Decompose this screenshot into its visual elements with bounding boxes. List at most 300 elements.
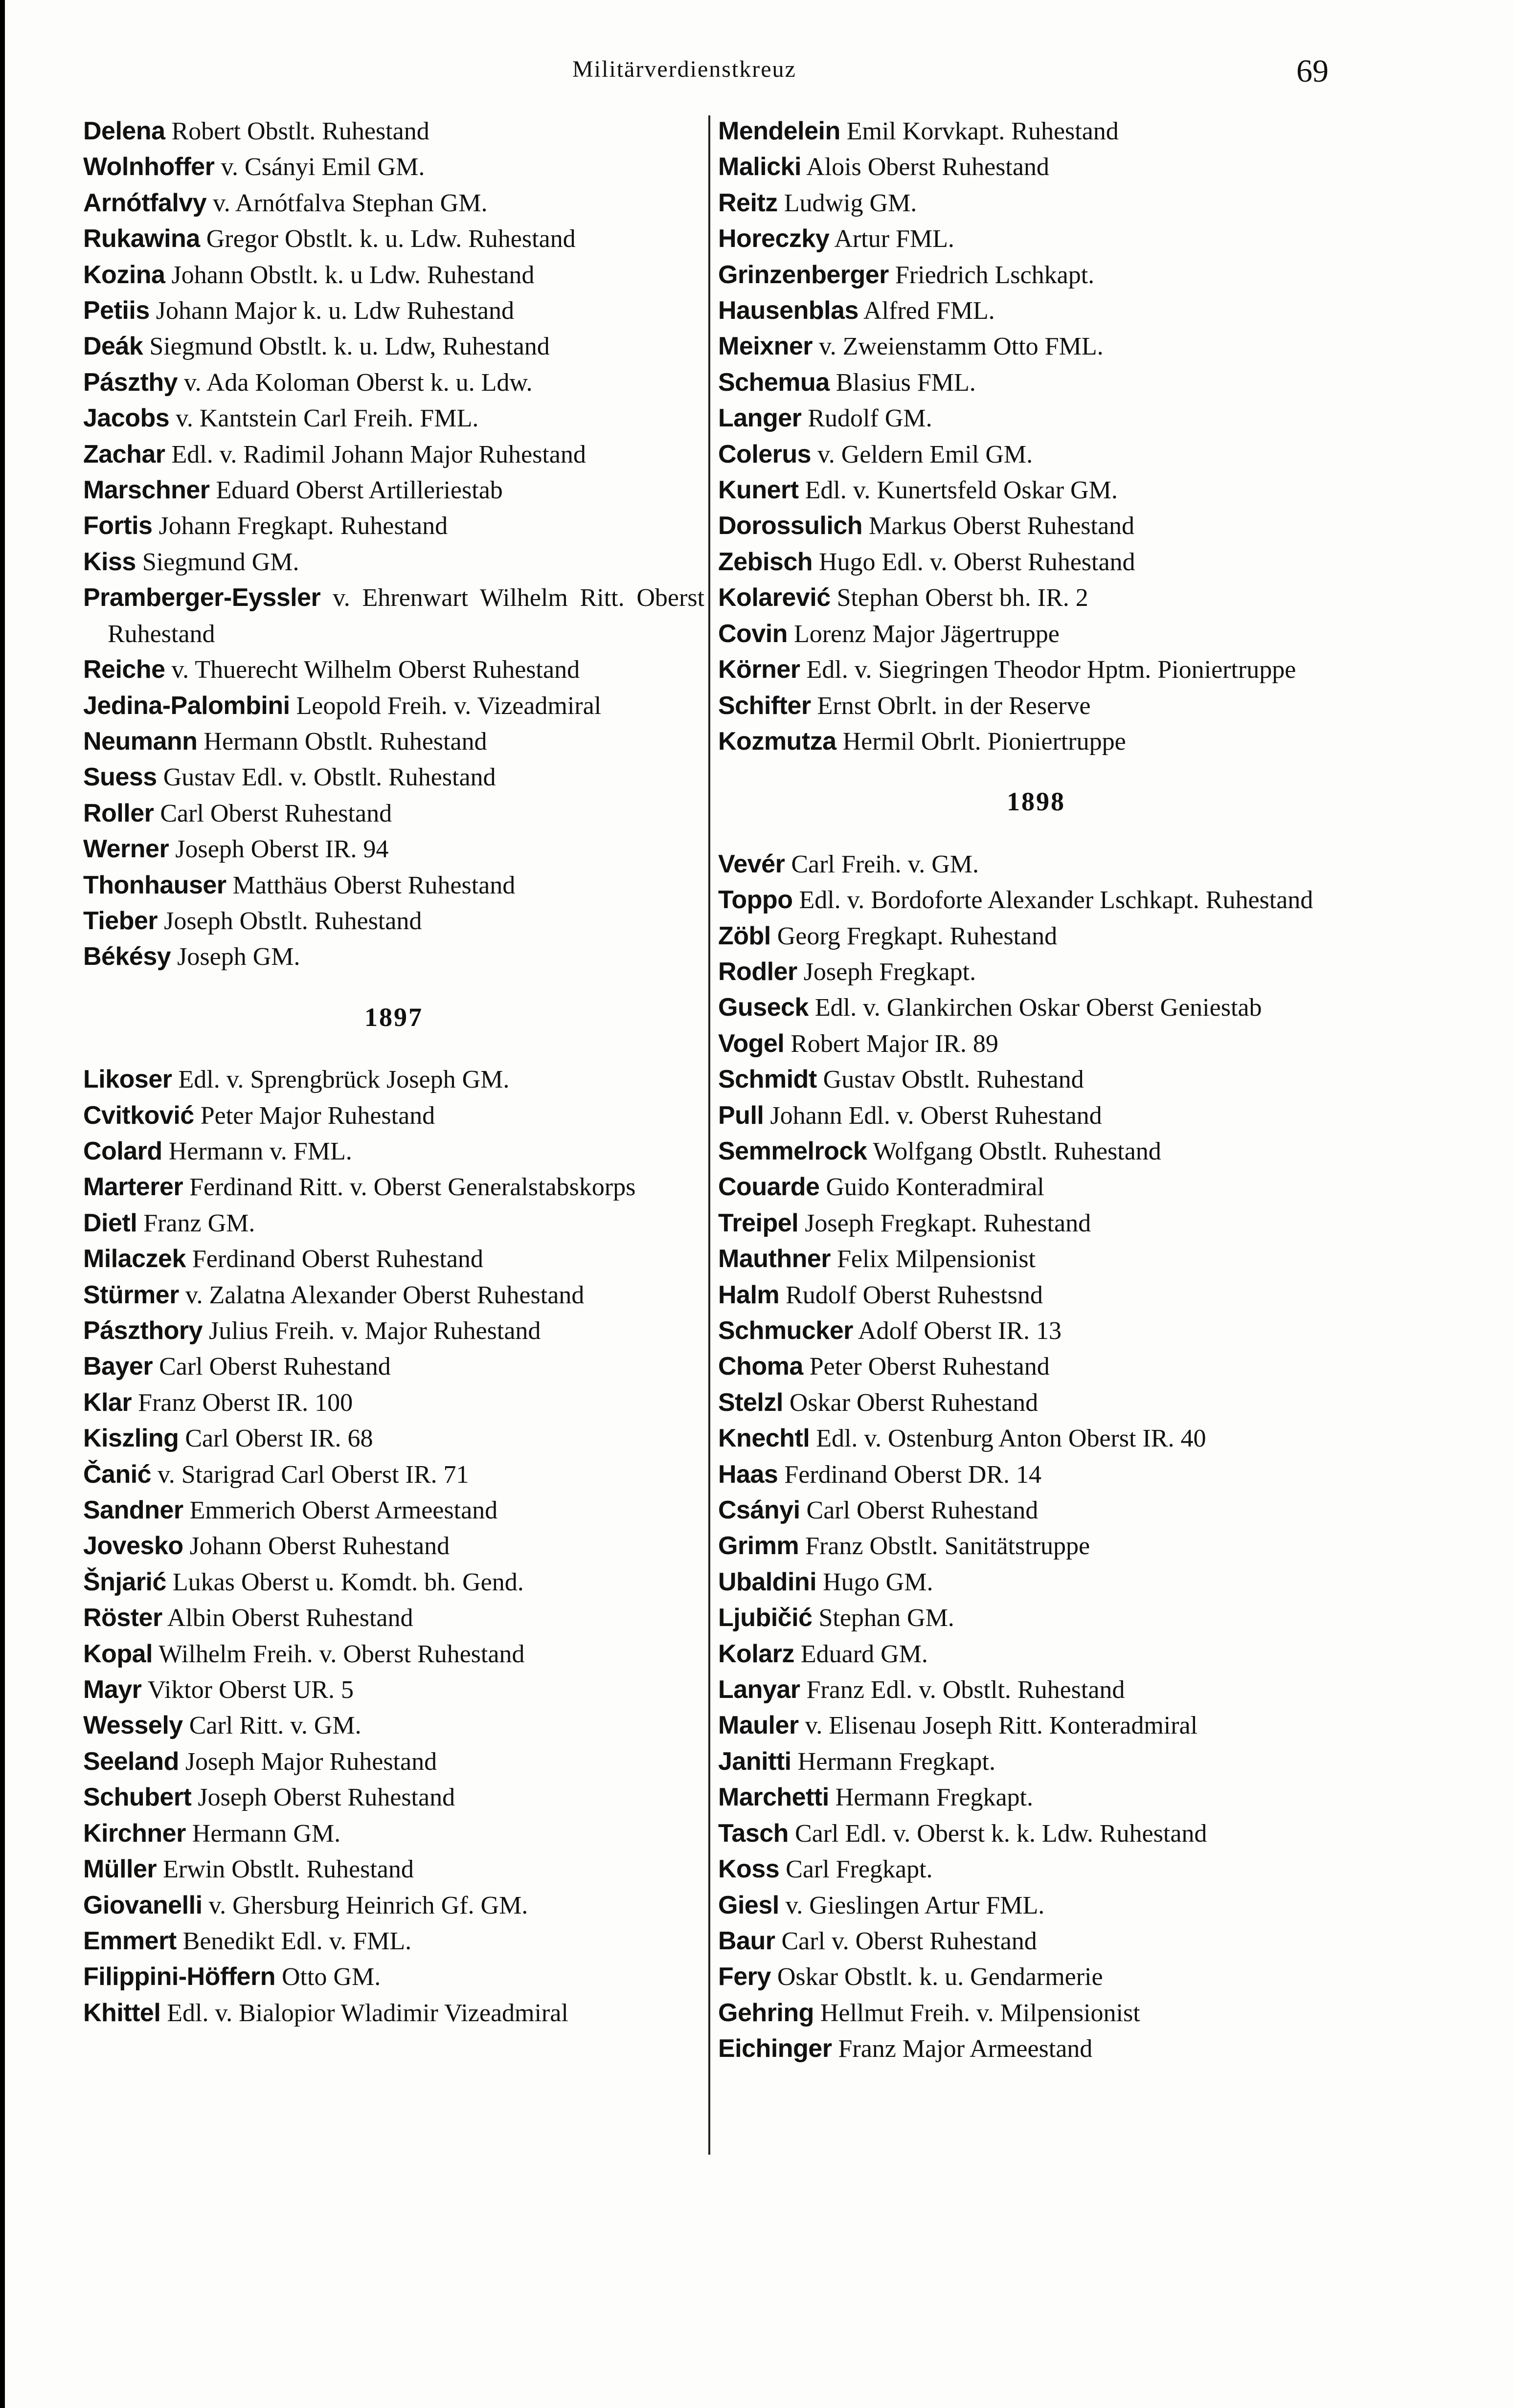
entry-surname: Marterer — [83, 1173, 183, 1202]
entry-surname: Toppo — [718, 886, 793, 914]
entry-surname: Bayer — [83, 1352, 153, 1381]
entry-surname: Marchetti — [718, 1783, 829, 1812]
list-item — [718, 221, 1354, 257]
entry-surname: Pászthory — [83, 1316, 203, 1345]
entry-surname: Klar — [83, 1388, 132, 1417]
entry-details: Rudolf Oberst Ruhestsnd — [786, 1281, 1043, 1309]
entry-details: Carl Oberst IR. 68 — [185, 1425, 373, 1453]
entry-surname: Pramberger-Eyssler — [83, 583, 321, 612]
list-item — [718, 1995, 1354, 2031]
entry-details: Edl. v. Radimil Johann Major Ruhestand — [171, 440, 586, 468]
entry-details: Eduard GM. — [800, 1640, 928, 1668]
list-item — [83, 472, 704, 508]
page-number: 69 — [1296, 53, 1329, 89]
list-item — [718, 185, 1354, 221]
entry-surname: Kirchner — [83, 1819, 186, 1848]
entry-details: Franz Obstlt. Sanitätstruppe — [805, 1532, 1090, 1561]
list-item — [83, 1457, 704, 1493]
entry-surname: Kiszling — [83, 1424, 179, 1453]
entry-surname: Šnjarić — [83, 1567, 166, 1596]
list-item — [718, 1421, 1354, 1456]
entry-surname: Jovesko — [83, 1532, 183, 1561]
entry-details: Albin Oberst Ruhestand — [167, 1604, 413, 1632]
list-item — [83, 365, 704, 401]
entry-surname: Zebisch — [718, 547, 813, 576]
entry-surname: Békésy — [83, 942, 171, 971]
entry-surname: Meixner — [718, 332, 813, 361]
entry-surname: Malicki — [718, 153, 801, 181]
list-item — [83, 257, 704, 293]
entry-details: Otto GM. — [281, 1963, 381, 1991]
list-item — [83, 1205, 704, 1241]
entry-surname: Kolarević — [718, 583, 831, 612]
list-item — [718, 1026, 1354, 1062]
entry-surname: Haas — [718, 1460, 778, 1489]
list-item — [83, 688, 704, 724]
list-item — [718, 1098, 1354, 1134]
list-item — [83, 185, 704, 221]
list-item — [718, 329, 1354, 364]
left-column — [83, 113, 704, 2031]
list-item — [83, 1564, 704, 1600]
entry-surname: Khittel — [83, 1998, 161, 2027]
entry-details: Viktor Oberst UR. 5 — [147, 1676, 354, 1704]
entry-details: Carl Oberst Ruhestand — [159, 1353, 391, 1381]
list-item — [718, 1959, 1354, 1995]
entry-details: Ferdinand Ritt. v. Oberst Generalstabskorps — [189, 1173, 636, 1202]
entry-surname: Rukawina — [83, 224, 200, 253]
running-head: Militärverdienstkreuz — [572, 56, 796, 82]
list-item — [83, 724, 704, 759]
list-item — [718, 847, 1354, 882]
entry-surname: Hausenblas — [718, 296, 859, 325]
list-item — [83, 1277, 704, 1313]
entry-surname: Sandner — [83, 1496, 183, 1525]
entry-details: v. Geldern Emil GM. — [817, 440, 1033, 468]
entry-surname: Marschner — [83, 476, 210, 505]
list-item — [83, 652, 704, 688]
entry-surname: Schmucker — [718, 1316, 853, 1345]
list-item — [718, 1564, 1354, 1600]
entry-details: Joseph Oberst IR. 94 — [175, 835, 389, 864]
entry-surname: Grinzenberger — [718, 260, 889, 289]
entry-surname: Pull — [718, 1101, 764, 1130]
entry-details: Matthäus Oberst Ruhestand — [232, 871, 516, 899]
entry-surname: Kopal — [83, 1639, 153, 1668]
entry-surname: Seeland — [83, 1747, 179, 1776]
list-item — [83, 903, 704, 939]
list-item — [83, 1528, 704, 1564]
entry-details: Robert Major IR. 89 — [791, 1029, 998, 1058]
list-item — [83, 1744, 704, 1780]
list-item — [83, 1241, 704, 1277]
list-item — [718, 652, 1354, 688]
entry-surname: Grimm — [718, 1532, 799, 1561]
entry-details: Carl Fregkapt. — [786, 1855, 933, 1884]
entry-surname: Halm — [718, 1280, 780, 1309]
entry-details: Oskar Obstlt. k. u. Gendarmerie — [777, 1963, 1103, 1991]
list-item — [83, 1098, 704, 1134]
list-item — [83, 329, 704, 364]
entry-details: Stephan GM. — [818, 1604, 954, 1632]
entry-details: Carl Freih. v. GM. — [791, 850, 979, 878]
entry-details: Hermann Fregkapt. — [797, 1747, 995, 1776]
entry-details: Johann Edl. v. Oberst Ruhestand — [770, 1101, 1102, 1130]
list-item — [718, 1241, 1354, 1277]
entry-surname: Csányi — [718, 1496, 800, 1525]
list-item — [83, 401, 704, 436]
list-item — [718, 1385, 1354, 1421]
list-item — [718, 1349, 1354, 1384]
entry-details: Lorenz Major Jägertruppe — [793, 620, 1060, 648]
entry-details: v. Ada Koloman Oberst k. u. Ldw. — [184, 368, 533, 397]
entry-surname: Körner — [718, 655, 800, 684]
list-item — [83, 1780, 704, 1815]
entry-details: Johann Major k. u. Ldw Ruhestand — [156, 297, 514, 325]
list-item — [718, 472, 1354, 508]
entry-details: Hugo Edl. v. Oberst Ruhestand — [819, 548, 1135, 576]
entry-details: Johann Oberst Ruhestand — [189, 1532, 450, 1561]
entry-details: Joseph Major Ruhestand — [185, 1747, 437, 1776]
entry-surname: Fery — [718, 1962, 771, 1991]
entry-details: Edl. v. Bordoforte Alexander Lschkapt. Ruhestand — [799, 886, 1313, 914]
entry-details: v. Ghersburg Heinrich Gf. GM. — [208, 1891, 528, 1919]
entry-details: Adolf Oberst IR. 13 — [858, 1317, 1062, 1345]
list-item — [718, 544, 1354, 580]
list-item — [83, 1385, 704, 1421]
entry-surname: Schemua — [718, 368, 830, 397]
entry-surname: Giovanelli — [83, 1891, 203, 1919]
entry-details: Robert Obstlt. Ruhestand — [171, 117, 429, 145]
list-item — [83, 796, 704, 831]
list-item — [718, 1923, 1354, 1959]
entry-details: Gustav Edl. v. Obstlt. Ruhestand — [163, 763, 496, 792]
list-item — [83, 1134, 704, 1169]
entry-details: Franz GM. — [143, 1209, 255, 1237]
entry-details: Hugo GM. — [823, 1568, 933, 1596]
list-item — [718, 954, 1354, 990]
entry-details: Edl. v. Ostenburg Anton Oberst IR. 40 — [816, 1425, 1206, 1453]
entry-details: Lukas Oberst u. Komdt. bh. Gend. — [172, 1568, 524, 1596]
entry-details: Emil Korvkapt. Ruhestand — [846, 117, 1119, 145]
entry-details: Markus Oberst Ruhestand — [869, 512, 1135, 540]
scan-border — [0, 0, 5, 2408]
list-item — [718, 1528, 1354, 1564]
entry-details: Artur FML. — [834, 225, 954, 253]
entry-details: Hermil Obrlt. Pioniertruppe — [842, 727, 1126, 756]
entry-surname: Likoser — [83, 1065, 172, 1094]
list-item — [83, 580, 704, 652]
entry-surname: Tasch — [718, 1819, 789, 1848]
entry-details: v. Starigrad Carl Oberst IR. 71 — [158, 1460, 469, 1489]
entry-details: Guido Konteradmiral — [826, 1173, 1044, 1202]
entry-details: v. Kantstein Carl Freih. FML. — [176, 404, 479, 433]
list-item — [83, 1816, 704, 1851]
list-item — [718, 1313, 1354, 1349]
entry-surname: Gehring — [718, 1998, 814, 2027]
entry-details: Felix Milpensionist — [837, 1245, 1036, 1273]
list-item — [718, 1600, 1354, 1636]
list-item — [718, 990, 1354, 1026]
year-heading-1898: 1898 — [1007, 787, 1065, 817]
entry-surname: Mayr — [83, 1675, 142, 1704]
list-item — [83, 508, 704, 544]
right-column — [718, 113, 1354, 2067]
entry-surname: Zachar — [83, 440, 165, 468]
entry-surname: Vevér — [718, 849, 785, 878]
column-divider — [708, 115, 710, 2155]
entry-surname: Fortis — [83, 512, 153, 540]
entry-details: Hermann v. FML. — [168, 1137, 352, 1165]
entry-details: Ferdinand Oberst Ruhestand — [192, 1245, 483, 1273]
entry-details: Joseph Obstlt. Ruhestand — [164, 907, 422, 935]
list-item — [83, 437, 704, 472]
entry-surname: Thonhauser — [83, 870, 226, 899]
entry-surname: Filippini-Höffern — [83, 1962, 275, 1991]
entry-surname: Pászthy — [83, 368, 178, 397]
entry-surname: Dietl — [83, 1208, 137, 1237]
entry-details: Johann Obstlt. k. u Ldw. Ruhestand — [171, 261, 535, 289]
list-item — [83, 1349, 704, 1384]
list-item — [718, 1205, 1354, 1241]
entry-surname: Schmidt — [718, 1065, 817, 1094]
entry-surname: Roller — [83, 799, 154, 827]
right-entries-b — [718, 847, 1354, 2067]
left-entries-b — [83, 1062, 704, 2031]
list-item — [83, 1995, 704, 2031]
entry-details: Ferdinand Oberst DR. 14 — [784, 1460, 1042, 1489]
entry-details: Rudolf GM. — [808, 404, 932, 433]
list-item — [718, 580, 1354, 616]
entry-surname: Kozina — [83, 260, 165, 289]
entry-surname: Rodler — [718, 957, 797, 986]
entry-surname: Arnótfalvy — [83, 188, 207, 217]
entry-details: Carl Ritt. v. GM. — [189, 1712, 362, 1740]
list-item — [718, 688, 1354, 724]
entry-details: Ernst Obrlt. in der Reserve — [817, 691, 1091, 720]
entry-details: Edl. v. Sprengbrück Joseph GM. — [178, 1066, 510, 1094]
entry-surname: Delena — [83, 117, 165, 145]
entry-surname: Kunert — [718, 476, 799, 505]
entry-details: Wolfgang Obstlt. Ruhestand — [873, 1137, 1161, 1165]
entry-surname: Covin — [718, 619, 788, 648]
list-item — [718, 882, 1354, 918]
list-item — [83, 1959, 704, 1995]
entry-surname: Deák — [83, 332, 143, 361]
list-item — [83, 149, 704, 185]
year-heading-1897: 1897 — [364, 1002, 423, 1032]
entry-details: Gustav Obstlt. Ruhestand — [823, 1066, 1084, 1094]
list-item — [83, 1851, 704, 1887]
entry-details: Carl Edl. v. Oberst k. k. Ldw. Ruhestand — [794, 1819, 1207, 1848]
list-item — [83, 1672, 704, 1708]
entry-details: Joseph Oberst Ruhestand — [198, 1784, 455, 1812]
entry-surname: Choma — [718, 1352, 803, 1381]
entry-details: v. Arnótfalva Stephan GM. — [213, 189, 488, 217]
list-item — [718, 1888, 1354, 1923]
list-item — [718, 1493, 1354, 1528]
entry-surname: Horeczky — [718, 224, 830, 253]
entry-details: Hermann Fregkapt. — [835, 1784, 1033, 1812]
list-item — [718, 1134, 1354, 1169]
entry-details: Carl Oberst Ruhestand — [806, 1496, 1039, 1525]
entry-surname: Mauthner — [718, 1245, 831, 1273]
left-entries-a — [83, 113, 704, 975]
entry-details: Joseph GM. — [177, 943, 300, 971]
entry-surname: Wessely — [83, 1711, 183, 1740]
list-item — [83, 544, 704, 580]
list-item — [718, 257, 1354, 293]
entry-details: Georg Fregkapt. Ruhestand — [777, 922, 1058, 950]
entry-details: v. Gieslingen Artur FML. — [785, 1891, 1045, 1919]
entry-surname: Emmert — [83, 1926, 177, 1955]
entry-surname: Cvitković — [83, 1101, 194, 1130]
list-item — [718, 1169, 1354, 1205]
entry-details: Edl. v. Kunertsfeld Oskar GM. — [805, 476, 1118, 505]
entry-surname: Reiche — [83, 655, 165, 684]
list-item — [83, 1636, 704, 1672]
entry-details: Emmerich Oberst Armeestand — [189, 1496, 498, 1525]
entry-surname: Stelzl — [718, 1388, 783, 1417]
entry-surname: Zöbl — [718, 921, 771, 950]
entry-surname: Tieber — [83, 906, 158, 935]
entry-surname: Müller — [83, 1855, 157, 1884]
entry-details: Hermann Obstlt. Ruhestand — [203, 727, 487, 756]
entry-surname: Vogel — [718, 1029, 785, 1058]
entry-details: Wilhelm Freih. v. Oberst Ruhestand — [158, 1640, 525, 1668]
entry-details: Hellmut Freih. v. Milpensionist — [820, 1999, 1140, 2027]
entry-surname: Mauler — [718, 1711, 799, 1740]
entry-details: Eduard Oberst Artilleriestab — [216, 476, 503, 505]
list-item — [83, 1708, 704, 1743]
entry-surname: Colerus — [718, 440, 812, 468]
list-item — [83, 113, 704, 149]
list-item — [83, 868, 704, 903]
list-item — [718, 918, 1354, 954]
entry-details: v. Csányi Emil GM. — [221, 153, 425, 181]
entry-surname: Petiis — [83, 296, 150, 325]
list-item — [718, 293, 1354, 329]
entry-details: Joseph Fregkapt. Ruhestand — [805, 1209, 1091, 1237]
list-item — [718, 1277, 1354, 1313]
list-item — [83, 1313, 704, 1349]
list-item — [718, 1744, 1354, 1780]
entry-details: v. Thuerecht Wilhelm Oberst Ruhestand — [171, 656, 580, 684]
entry-surname: Treipel — [718, 1208, 799, 1237]
entry-surname: Koss — [718, 1855, 780, 1884]
right-entries-a — [718, 113, 1354, 759]
list-item — [718, 437, 1354, 472]
entry-details: Alfred FML. — [863, 297, 995, 325]
entry-details: Hermann GM. — [192, 1819, 341, 1848]
entry-surname: Langer — [718, 404, 802, 433]
list-item — [718, 1851, 1354, 1887]
entry-surname: Giesl — [718, 1891, 779, 1919]
list-item — [718, 149, 1354, 185]
entry-surname: Stürmer — [83, 1280, 179, 1309]
entry-details: Blasius FML. — [836, 368, 976, 397]
entry-surname: Kozmutza — [718, 727, 836, 756]
entry-surname: Janitti — [718, 1747, 791, 1776]
entry-surname: Reitz — [718, 188, 778, 217]
entry-surname: Jacobs — [83, 404, 170, 433]
list-item — [83, 759, 704, 795]
entry-surname: Semmelrock — [718, 1137, 867, 1165]
list-item — [718, 1816, 1354, 1851]
list-item — [718, 1780, 1354, 1815]
entry-details: Peter Oberst Ruhestand — [809, 1353, 1050, 1381]
entry-surname: Kiss — [83, 547, 136, 576]
entry-details: Alois Oberst Ruhestand — [806, 153, 1049, 181]
entry-surname: Milaczek — [83, 1245, 186, 1273]
entry-surname: Mendelein — [718, 117, 840, 145]
entry-surname: Colard — [83, 1137, 162, 1165]
list-item — [83, 1421, 704, 1456]
list-item — [718, 616, 1354, 652]
entry-surname: Knechtl — [718, 1424, 810, 1453]
entry-details: Siegmund GM. — [142, 548, 299, 576]
list-item — [83, 221, 704, 257]
entry-surname: Čanić — [83, 1460, 152, 1489]
entry-surname: Baur — [718, 1926, 775, 1955]
list-item — [83, 1169, 704, 1205]
entry-surname: Röster — [83, 1604, 162, 1632]
list-item — [718, 365, 1354, 401]
entry-surname: Ljubičić — [718, 1604, 813, 1632]
list-item — [83, 939, 704, 975]
entry-surname: Guseck — [718, 993, 809, 1022]
entry-surname: Dorossulich — [718, 512, 862, 540]
list-item — [83, 1923, 704, 1959]
entry-details: v. Zweienstamm Otto FML. — [819, 333, 1104, 361]
list-item — [718, 1636, 1354, 1672]
list-item — [718, 2031, 1354, 2067]
entry-details: Carl v. Oberst Ruhestand — [781, 1927, 1037, 1955]
entry-surname: Couarde — [718, 1173, 820, 1202]
entry-details: v. Ehrenwart Wilhelm Ritt. Oberst Ruhestand — [108, 584, 705, 648]
entry-details: Edl. v. Siegringen Theodor Hptm. Pioniertruppe — [806, 656, 1296, 684]
entry-surname: Neumann — [83, 727, 198, 756]
entry-details: Joseph Fregkapt. — [803, 958, 976, 986]
list-item — [83, 1600, 704, 1636]
list-item — [83, 831, 704, 867]
list-item — [718, 1062, 1354, 1097]
entry-surname: Schubert — [83, 1783, 192, 1812]
entry-surname: Eichinger — [718, 2034, 832, 2063]
entry-details: Ludwig GM. — [784, 189, 917, 217]
list-item — [718, 401, 1354, 436]
entry-details: Carl Oberst Ruhestand — [160, 799, 392, 827]
entry-details: Julius Freih. v. Major Ruhestand — [209, 1317, 541, 1345]
entry-details: Siegmund Obstlt. k. u. Ldw, Ruhestand — [149, 333, 550, 361]
entry-details: Gregor Obstlt. k. u. Ldw. Ruhestand — [206, 225, 576, 253]
list-item — [83, 1062, 704, 1097]
entry-details: Erwin Obstlt. Ruhestand — [163, 1855, 414, 1884]
entry-details: v. Zalatna Alexander Oberst Ruhestand — [185, 1281, 585, 1309]
entry-details: Johann Fregkapt. Ruhestand — [158, 512, 448, 540]
entry-surname: Kolarz — [718, 1639, 794, 1668]
page-header — [0, 53, 1514, 92]
list-item — [83, 1888, 704, 1923]
entry-details: Benedikt Edl. v. FML. — [182, 1927, 412, 1955]
list-item — [718, 1708, 1354, 1743]
entry-details: Leopold Freih. v. Vizeadmiral — [296, 691, 602, 720]
entry-surname: Suess — [83, 763, 157, 792]
entry-details: Peter Major Ruhestand — [200, 1101, 435, 1130]
list-item — [718, 1457, 1354, 1493]
list-item — [718, 1672, 1354, 1708]
entry-surname: Jedina-Palombini — [83, 691, 290, 720]
